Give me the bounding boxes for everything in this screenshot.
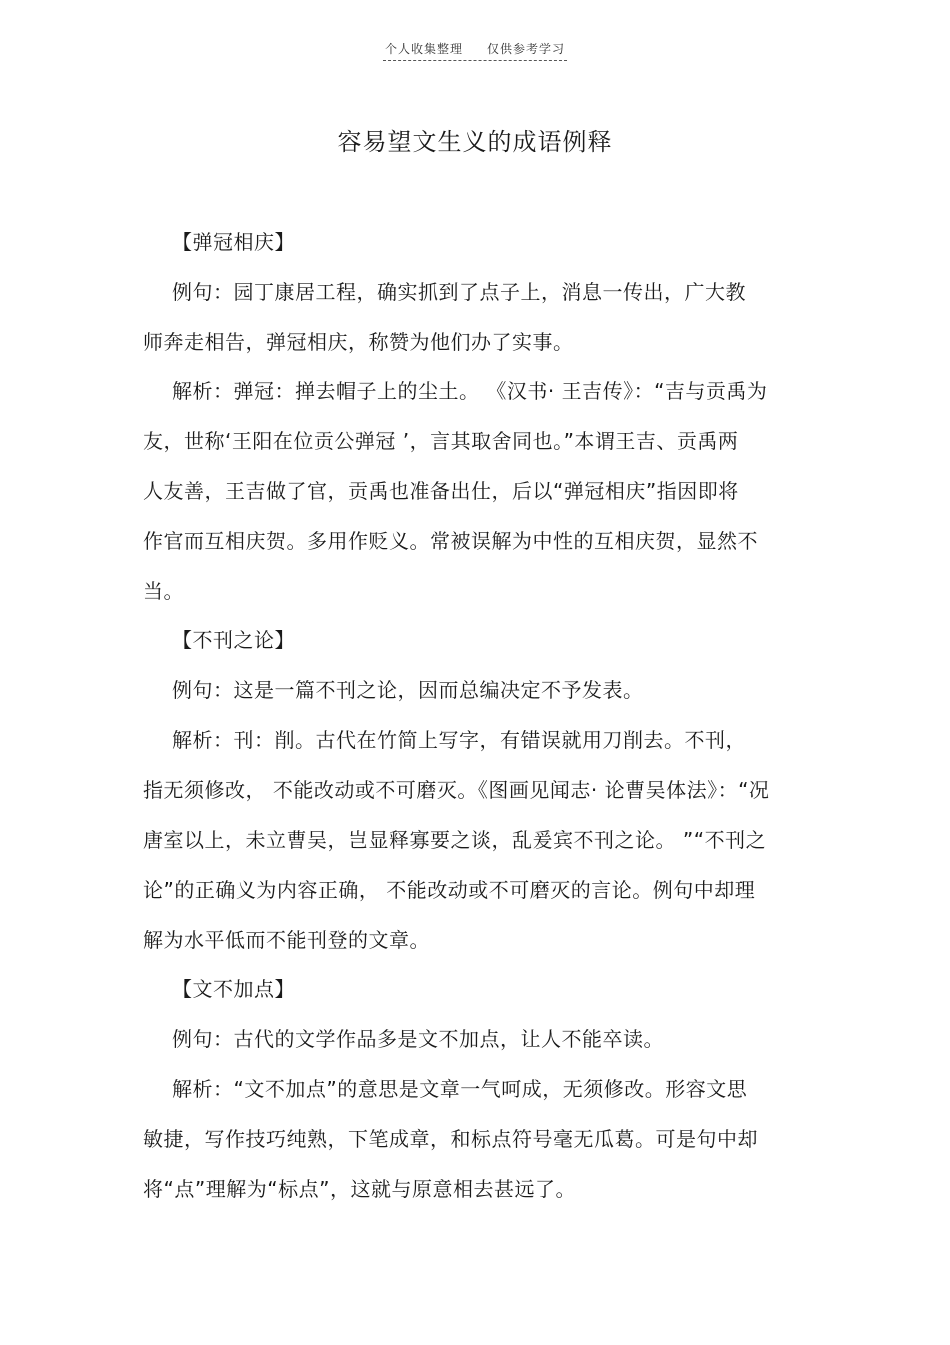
analysis-text-cont: 人友善，王吉做了官，贡禹也准备出仕，后以“弹冠相庆”指因即将 [143,479,739,503]
analysis-text-cont: 指无须修改， 不能改动或不可磨灭。《图画见闻志· 论曹吴体法》：“况 [143,778,770,802]
analysis-text-cont: 将“点”理解为“标点”，这就与原意相去甚远了。 [143,1177,576,1201]
header-left-text: 个人收集整理 [384,42,463,56]
idiom-heading: 【不刊之论】 [172,628,295,652]
analysis-text-cont: 友，世称‘王阳在位贡公弹冠 ’，言其取舍同也。”本谓王吉、贡禹两 [143,429,739,453]
example-sentence: 例句：古代的文学作品多是文不加点，让人不能卒读。 [172,1027,664,1051]
example-sentence-cont: 师奔走相告，弹冠相庆，称赞为他们办了实事。 [143,330,574,354]
example-sentence: 例句：这是一篇不刊之论，因而总编决定不予发表。 [172,678,644,702]
analysis-text-cont: 论”的正确义为内容正确， 不能改动或不可磨灭的言论。例句中却理 [143,878,756,902]
example-sentence: 例句：园丁康居工程，确实抓到了点子上，消息一传出，广大教 [172,280,746,304]
analysis-text-cont: 作官而互相庆贺。多用作贬义。常被误解为中性的互相庆贺，显然不 [143,529,758,553]
analysis-text-cont: 唐室以上，未立曹吴，岂显释寡要之谈，乱爰宾不刊之论。 ”“不刊之 [143,828,767,852]
header-underline [383,40,567,61]
analysis-text-cont: 当。 [143,579,184,603]
analysis-text: 解析：刊：削。古代在竹简上写字，有错误就用刀削去。不刊， [172,728,746,752]
analysis-text-cont: 解为水平低而不能刊登的文章。 [143,928,430,952]
idiom-heading: 【弹冠相庆】 [172,230,295,254]
analysis-text: 解析：“文不加点”的意思是文章一气呵成，无须修改。形容文思 [172,1077,748,1101]
idiom-heading: 【文不加点】 [172,977,295,1001]
analysis-text: 解析：弹冠：掸去帽子上的尘土。 《汉书· 王吉传》：“吉与贡禹为 [172,379,768,403]
analysis-text-cont: 敏捷，写作技巧纯熟，下笔成章，和标点符号毫无瓜葛。可是句中却 [143,1127,758,1151]
header-right-text: 仅供参考学习 [487,42,566,56]
page-header [0,40,950,61]
document-title: 容易望文生义的成语例释 [337,128,613,156]
